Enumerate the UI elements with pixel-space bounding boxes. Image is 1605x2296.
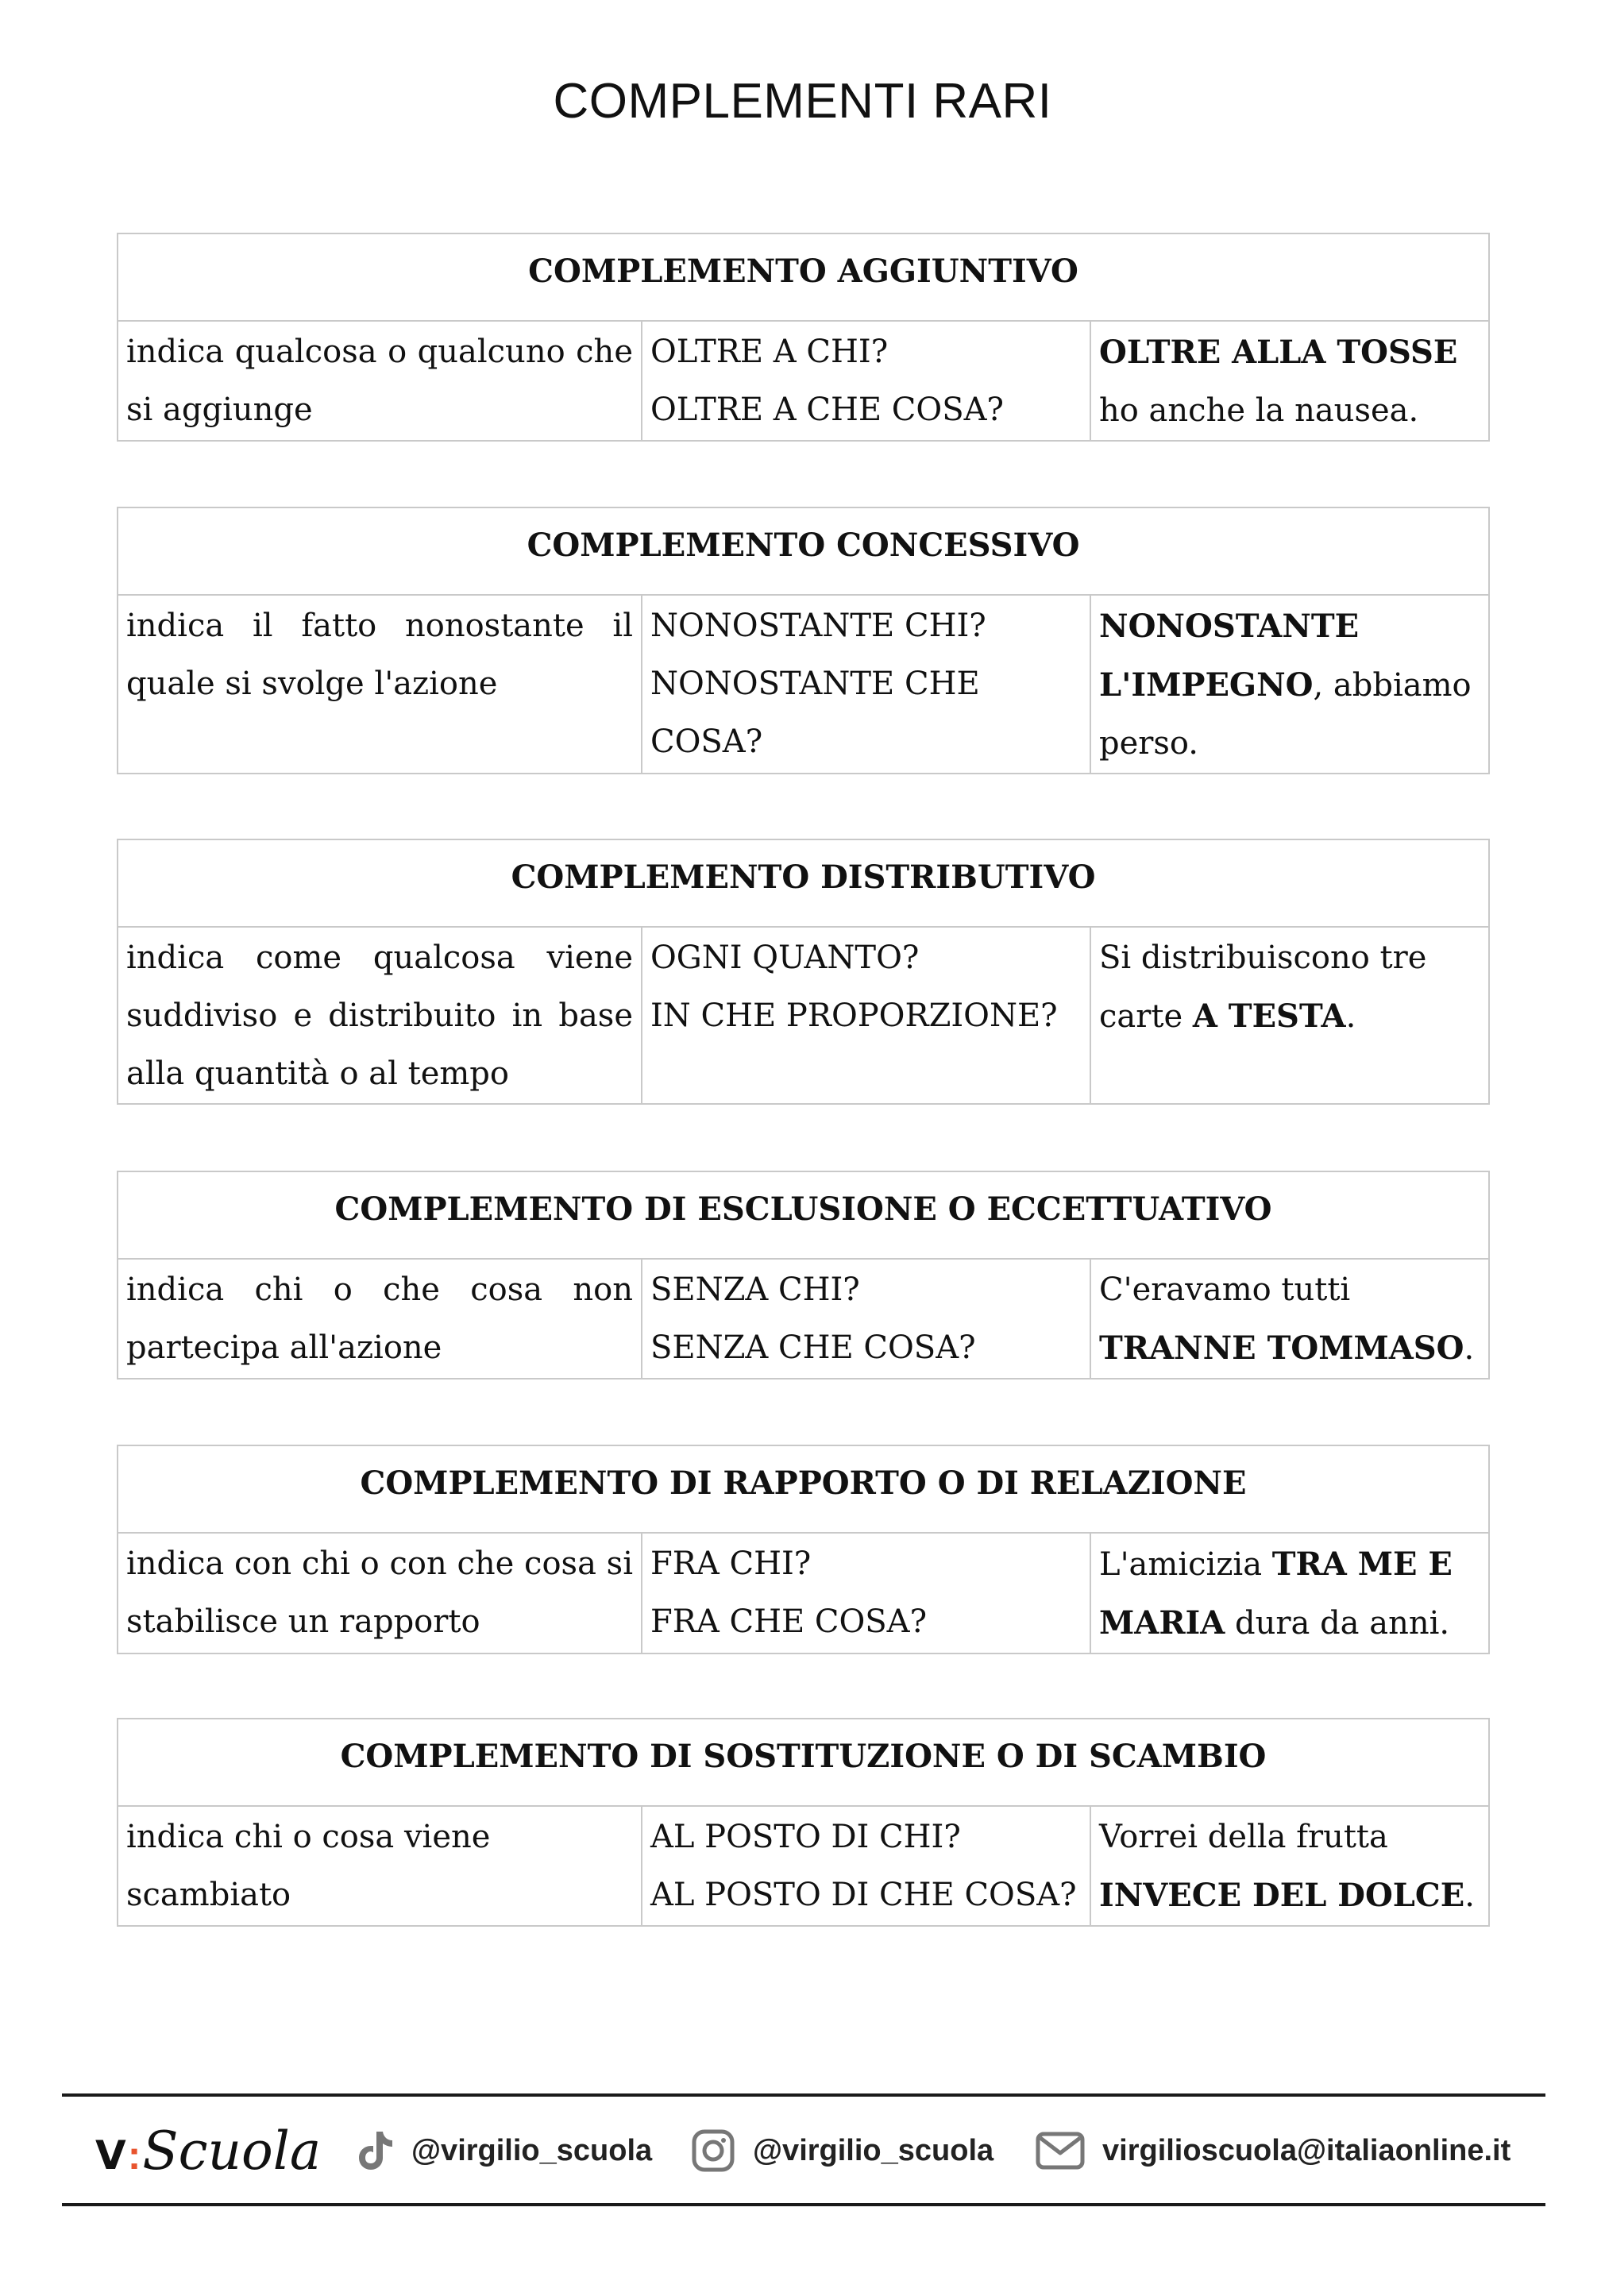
mail-icon — [1036, 2132, 1085, 2170]
question: SENZA CHE COSA? — [650, 1329, 976, 1366]
footer — [62, 2097, 1545, 2203]
definition-cell: indica chi o cosa viene scambiato — [118, 1806, 642, 1926]
example-text: carte — [1099, 998, 1193, 1035]
example-text: L'amicizia — [1099, 1546, 1272, 1583]
question: IN CHE PROPORZIONE? — [650, 998, 1058, 1034]
question: AL POSTO DI CHE COSA? — [650, 1877, 1077, 1913]
example-highlight: TRA ME E — [1271, 1545, 1453, 1583]
table-heading: COMPLEMENTO DI ESCLUSIONE O ECCETTUATIVO — [118, 1171, 1489, 1259]
example-text: . — [1464, 1330, 1475, 1367]
questions-cell — [642, 595, 1090, 774]
tiktok-link[interactable] — [356, 2127, 652, 2174]
definition-cell: indica il fatto nonostante il quale si svolge l'azione — [118, 595, 642, 774]
example-cell — [1090, 1259, 1489, 1379]
example-highlight: INVECE DEL DOLCE — [1099, 1877, 1465, 1914]
instagram-icon — [691, 2128, 735, 2173]
question: FRA CHI? — [650, 1545, 812, 1582]
example-cell — [1090, 595, 1489, 774]
example-highlight: OLTRE ALLA TOSSE — [1099, 334, 1458, 371]
example-cell — [1090, 927, 1489, 1104]
question: OGNI QUANTO? — [650, 940, 920, 976]
example-text: . — [1464, 1877, 1475, 1914]
definition-cell: indica con chi o con che cosa si stabilisce un rapporto — [118, 1533, 642, 1654]
email-link[interactable] — [1036, 2127, 1510, 2174]
example-text: dura da anni. — [1225, 1605, 1450, 1642]
example-text: perso. — [1099, 725, 1199, 762]
example-highlight: NONOSTANTE — [1099, 608, 1360, 645]
example-cell — [1090, 1533, 1489, 1654]
definition-cell: indica qualcosa o qualcuno che si aggiunge — [118, 321, 642, 441]
example-text: ho anche la nausea. — [1099, 392, 1419, 429]
table-heading: COMPLEMENTO DI RAPPORTO O DI RELAZIONE — [118, 1445, 1489, 1533]
tiktok-icon — [356, 2128, 394, 2173]
questions-cell — [642, 321, 1090, 441]
complement-table-concessivo — [117, 507, 1490, 774]
question: NONOSTANTE CHE COSA? — [650, 666, 980, 760]
table-heading: COMPLEMENTO DISTRIBUTIVO — [118, 839, 1489, 927]
tiktok-handle: @virgilio_scuola — [411, 2133, 653, 2167]
complement-table-esclusione — [117, 1171, 1490, 1380]
logo-letter: V — [95, 2132, 126, 2178]
question: NONOSTANTE CHI? — [650, 608, 986, 644]
questions-cell — [642, 1533, 1090, 1654]
example-cell — [1090, 321, 1489, 441]
example-cell — [1090, 1806, 1489, 1926]
definition-cell: indica chi o che cosa non partecipa all'azione — [118, 1259, 642, 1379]
complement-table-rapporto — [117, 1445, 1490, 1654]
example-text: C'eravamo tutti — [1099, 1271, 1351, 1308]
questions-cell — [642, 927, 1090, 1104]
table-heading: COMPLEMENTO CONCESSIVO — [118, 507, 1489, 595]
example-highlight: A TESTA — [1192, 998, 1346, 1035]
complement-table-aggiuntivo — [117, 233, 1490, 442]
question: AL POSTO DI CHI? — [650, 1819, 961, 1855]
logo-colon: : — [127, 2133, 141, 2178]
complement-table-sostituzione — [117, 1718, 1490, 1927]
instagram-handle: @virgilio_scuola — [753, 2133, 994, 2167]
questions-cell — [642, 1259, 1090, 1379]
example-text: , abbiamo — [1313, 667, 1472, 704]
logo-script: Scuola — [142, 2120, 322, 2182]
example-text: . — [1345, 998, 1356, 1035]
example-highlight: MARIA — [1099, 1604, 1225, 1642]
complement-table-distributivo — [117, 839, 1490, 1105]
instagram-link[interactable] — [691, 2127, 993, 2174]
question: OLTRE A CHE COSA? — [650, 392, 1004, 428]
example-highlight: TRANNE TOMMASO — [1099, 1329, 1464, 1367]
table-heading: COMPLEMENTO AGGIUNTIVO — [118, 233, 1489, 321]
question: SENZA CHI? — [650, 1271, 860, 1308]
question: OLTRE A CHI? — [650, 334, 889, 370]
email-address: virgilioscuola@italiaonline.it — [1102, 2133, 1511, 2167]
question: FRA CHE COSA? — [650, 1603, 928, 1640]
questions-cell — [642, 1806, 1090, 1926]
footer-divider-bottom — [62, 2203, 1545, 2206]
definition-cell: indica come qualcosa viene suddiviso e distribuito in base alla quantità o al tempo — [118, 927, 642, 1104]
example-text: Si distribuiscono tre — [1099, 940, 1427, 976]
virgilio-scuola-logo[interactable] — [95, 2120, 321, 2184]
page-title: COMPLEMENTI RARI — [553, 74, 1052, 129]
example-highlight: L'IMPEGNO — [1099, 666, 1314, 704]
table-heading: COMPLEMENTO DI SOSTITUZIONE O DI SCAMBIO — [118, 1719, 1489, 1806]
example-text: Vorrei della frutta — [1099, 1819, 1388, 1855]
